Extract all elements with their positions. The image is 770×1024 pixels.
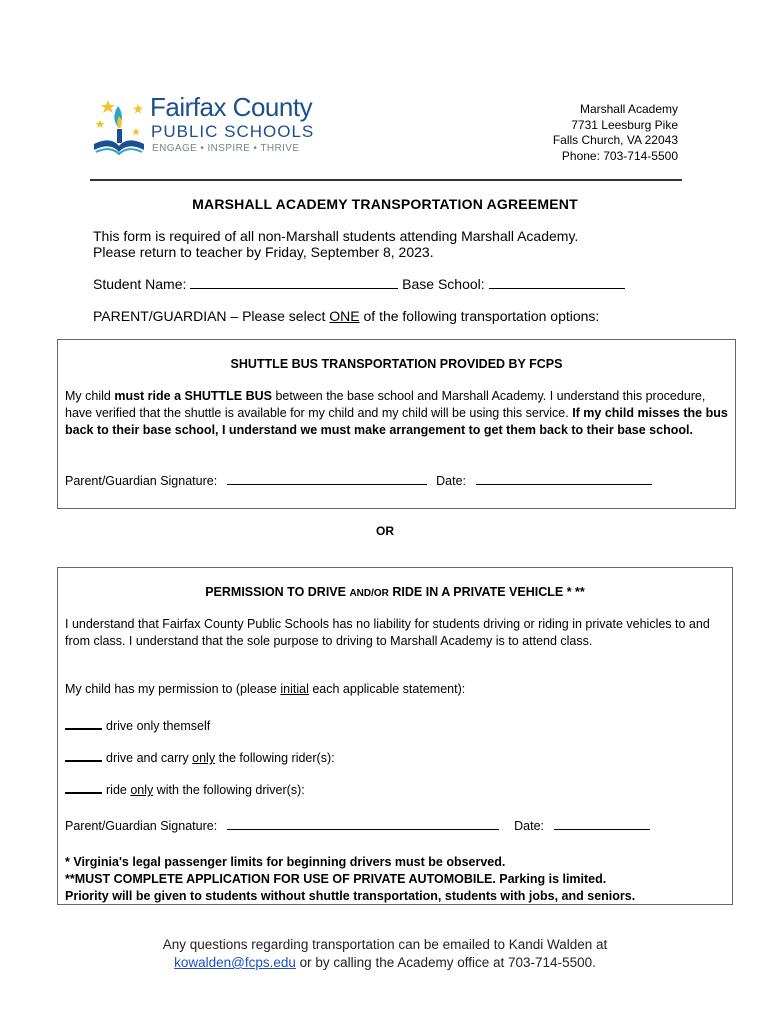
- shuttle-signature-field[interactable]: [227, 473, 427, 485]
- base-school-field[interactable]: [489, 277, 625, 289]
- heading-part-small: AND/OR: [349, 588, 389, 599]
- private-signature-row: [65, 818, 650, 833]
- logo-subtitle: PUBLIC SCHOOLS: [151, 122, 315, 141]
- or-divider: OR: [376, 524, 394, 538]
- base-school-label: Base School:: [402, 276, 485, 292]
- shuttle-text-bold: If my child misses the bus back to their base school, I understand we must make arrangement to get them back to their base school.: [65, 406, 728, 437]
- permission-initial: initial: [280, 682, 309, 696]
- heading-part: PERMISSION TO DRIVE: [205, 585, 350, 599]
- logo-title: Fairfax County: [150, 92, 313, 122]
- heading-part: RIDE IN A PRIVATE VEHICLE * **: [388, 585, 585, 599]
- shuttle-text-bold: must ride a SHUTTLE BUS: [114, 389, 272, 403]
- intro-line: This form is required of all non-Marshall students attending Marshall Academy.: [93, 228, 579, 244]
- selection-instruction: [93, 308, 599, 324]
- address-line: Marshall Academy: [579, 102, 678, 116]
- note-line: * Virginia's legal passenger limits for beginning drivers must be observed.: [65, 855, 506, 869]
- private-vehicle-heading: [58, 585, 732, 599]
- private-vehicle-section: [57, 567, 733, 905]
- shuttle-signature-label: Parent/Guardian Signature:: [65, 474, 218, 488]
- note-line: **MUST COMPLETE APPLICATION FOR USE OF PRIVATE AUTOMOBILE. Parking is limited.: [65, 872, 607, 886]
- selection-prefix: PARENT/GUARDIAN – Please select: [93, 308, 330, 324]
- footer-text: or by calling the Academy office at 703-714-5500.: [295, 955, 596, 970]
- selection-suffix: of the following transportation options:: [359, 308, 600, 324]
- student-name-label: Student Name:: [93, 276, 187, 292]
- private-signature-field[interactable]: [227, 818, 499, 830]
- shuttle-heading: SHUTTLE BUS TRANSPORTATION PROVIDED BY FCPS: [230, 357, 563, 371]
- school-address: [553, 102, 678, 164]
- intro-line: Please return to teacher by Friday, September 8, 2023.: [93, 244, 434, 260]
- page-title: MARSHALL ACADEMY TRANSPORTATION AGREEMENT: [192, 196, 578, 212]
- option-label: only: [130, 783, 154, 797]
- email-link[interactable]: kowalden@fcps.edu: [174, 955, 296, 970]
- student-info-row: [93, 276, 625, 292]
- option-label: with the following driver(s):: [153, 783, 305, 797]
- liability-paragraph: I understand that Fairfax County Public Schools has no liability for students driving or riding in private vehicles to and from class. I understand that the sole purpose to driving to Marshall Academy is to attend class.: [65, 617, 710, 648]
- student-name-field[interactable]: [190, 277, 398, 289]
- address-line: Phone: 703-714-5500: [561, 148, 678, 163]
- option-label: only: [192, 751, 216, 765]
- permission-text: My child has my permission to (please: [65, 682, 281, 696]
- option-drive-carry: [65, 749, 335, 765]
- note-line: Priority will be given to students without shuttle transportation, students with jobs, and seniors.: [65, 889, 636, 903]
- shuttle-signature-row: [65, 473, 652, 488]
- address-line: 7731 Leesburg Pike: [571, 117, 678, 132]
- private-date-field[interactable]: [554, 818, 650, 830]
- permission-text: each applicable statement):: [308, 682, 466, 696]
- fcps-logo: [88, 92, 328, 158]
- option-ride-only: [65, 781, 305, 797]
- initial-field[interactable]: [65, 717, 102, 730]
- permission-instruction: [65, 682, 465, 696]
- shuttle-date-field[interactable]: [476, 473, 652, 485]
- option-label: drive and carry: [106, 751, 193, 765]
- private-date-label: Date:: [514, 819, 545, 833]
- private-notes: [65, 854, 731, 905]
- intro-text: [93, 228, 578, 260]
- option-label: drive only themself: [106, 719, 211, 733]
- initial-field[interactable]: [65, 781, 102, 794]
- shuttle-date-label: Date:: [436, 474, 467, 488]
- fcps-emblem-icon: [88, 92, 150, 158]
- initial-field[interactable]: [65, 749, 102, 762]
- address-line: Falls Church, VA 22043: [552, 133, 678, 147]
- shuttle-paragraph: [65, 388, 731, 439]
- private-signature-label: Parent/Guardian Signature:: [65, 819, 218, 833]
- shuttle-text: My child: [65, 389, 115, 403]
- option-label: the following rider(s):: [215, 751, 335, 765]
- option-label: ride: [106, 783, 131, 797]
- selection-one: ONE: [329, 308, 360, 324]
- shuttle-section: [57, 339, 736, 509]
- shuttle-text: between the base school and Marshall Academy. I understand this procedure, have verified that the shuttle is available for my child and my child will be using this service.: [65, 389, 706, 420]
- footer-line: [0, 954, 770, 972]
- footer-contact: [0, 936, 770, 972]
- option-drive-self: [65, 717, 210, 733]
- footer-line: Any questions regarding transportation can be emailed to Kandi Walden at: [162, 937, 608, 952]
- header-divider: [90, 179, 682, 181]
- logo-tagline: ENGAGE • INSPIRE • THRIVE: [152, 143, 300, 154]
